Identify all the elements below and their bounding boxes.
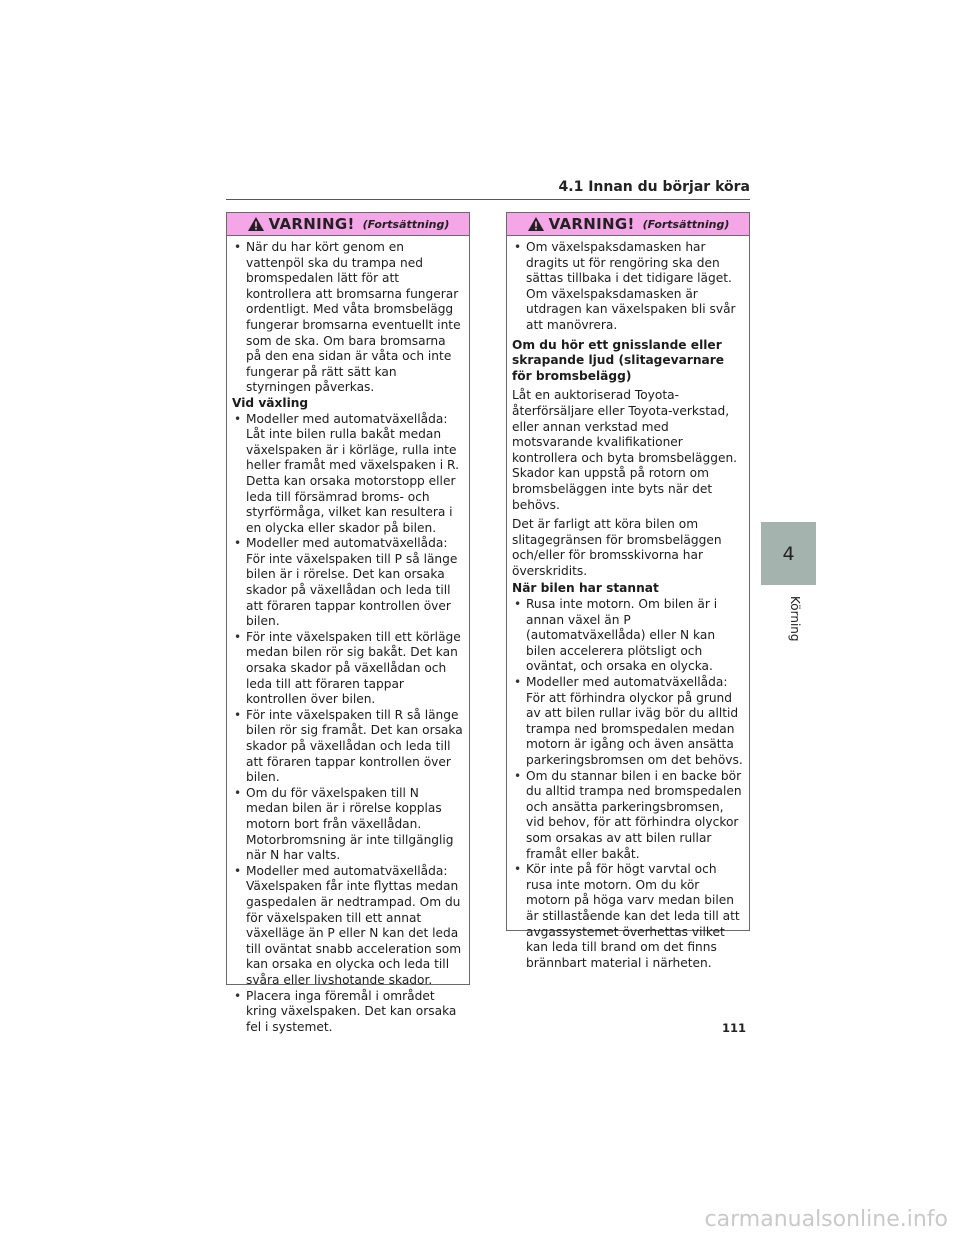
chapter-tab <box>761 522 816 585</box>
warning-triangle-icon <box>527 216 545 232</box>
paragraph: Låt en auktoriserad Toyota-återförsäljare eller Toyota-verkstad, eller annan verkstad med motsvarande kvalifikationer kontrollera och byta bromsbeläggen. Skador kan uppstå på rotorn om bromsbeläggen inte byts när det behövs. <box>512 388 738 512</box>
section-title: 4.1 Innan du börjar köra <box>558 179 750 195</box>
list-item: • Placera inga föremål i området kring växelspaken. Det kan orsaka fel i systemet. <box>232 989 463 1036</box>
list-item: • När du har kört genom en vattenpöl ska du trampa ned bromspedalen lätt för att kontrollera att bromsarna fungerar ordentligt. Med våta bromsbelägg fungerar bromsarna eventuellt inte som de ska. Om bara bromsarna på den ena sidan är våta och inte fungerar på rätt sätt kan styrningen påverkas. <box>232 240 463 396</box>
list-item: • Rusa inte motorn. Om bilen är i annan växel än P (automatväxellåda) eller N kan bilen accelerera plötsligt och oväntat, och orsaka en olycka. <box>512 597 743 675</box>
list-item: • Om växelspaksdamasken har dragits ut för rengöring ska den sättas tillbaka i det tidigare läget. Om växelspaksdamasken är utdragen kan växelspaken bli svår att manövrera. <box>512 240 743 334</box>
list-item: • Modeller med automatväxellåda: För att förhindra olyckor på grund av att bilen rullar iväg bör du alltid trampa ned bromspedalen medan motorn är igång och även ansätta parkeringsbromsen om det behövs. <box>512 675 743 769</box>
list-item: • Om du för växelspaken till N medan bilen är i rörelse kopplas motorn bort från växellådan. Motorbromsning är inte tillgänglig när N har valts. <box>232 786 463 864</box>
list-item: • Kör inte på för högt varvtal och rusa inte motorn. Om du kör motorn på höga varv medan bilen är stillastående kan det leda till att avgassystemet överhettas vilket kan leda till brand om det finns brännbart material i närheten. <box>512 862 743 971</box>
watermark: carmanualsonline.info <box>704 1207 948 1232</box>
warning-continued-label: (Fortsättning) <box>362 217 450 231</box>
subheading: När bilen har stannat <box>512 581 659 596</box>
warning-body-left <box>227 236 469 1035</box>
warning-header <box>507 213 749 236</box>
warning-label: VARNING! <box>548 215 635 233</box>
warning-box-right <box>506 212 750 970</box>
list-item: • Modeller med automatväxellåda: Låt inte bilen rulla bakåt medan växelspaken är i körläge, rulla inte heller framåt med växelspaken i R. Detta kan orsaka motorstopp eller leda till försämrad broms- och styrförmåga, vilket kan resultera i en olycka eller skador på bilen. <box>232 412 463 537</box>
chapter-number: 4 <box>782 542 795 565</box>
list-item: • Om du stannar bilen i en backe bör du alltid trampa ned bromspedalen och ansätta parkeringsbromsen, vid behov, för att förhindra olyckor som orsakas av att bilen rullar framåt eller bakåt. <box>512 769 743 863</box>
warning-box-left <box>226 212 470 1034</box>
warning-continued-label: (Fortsättning) <box>642 217 730 231</box>
warning-body-right <box>507 236 749 971</box>
list-item: • För inte växelspaken till R så länge bilen rör sig framåt. Det kan orsaka skador på växellådan och leda till att föraren tappar kontrollen över bilen. <box>232 708 463 786</box>
warning-label: VARNING! <box>268 215 355 233</box>
header-divider <box>226 199 750 200</box>
warning-triangle-icon <box>247 216 265 232</box>
subheading: Vid växling <box>232 395 309 410</box>
list-item: • Modeller med automatväxellåda: Växelspaken får inte flyttas medan gaspedalen är nedtrampad. Om du för växelspaken till ett annat växelläge än P eller N kan det leda till oväntat snabb acceleration som kan orsaka en olycka och leda till svåra eller livshotande skador. <box>232 864 463 989</box>
page-number: 111 <box>722 1021 747 1035</box>
list-item: • För inte växelspaken till ett körläge medan bilen rör sig bakåt. Det kan orsaka skador på växellådan och leda till att föraren tappar kontrollen över bilen. <box>232 630 463 708</box>
subheading: Om du hör ett gnisslande eller skrapande ljud (slitagevarnare för bromsbelägg) <box>512 337 725 383</box>
warning-header <box>227 213 469 236</box>
chapter-label: Körning <box>788 596 802 642</box>
paragraph: Det är farligt att köra bilen om slitagegränsen för bromsbeläggen och/eller för bromsskivorna har överskridits. <box>512 517 722 578</box>
list-item: • Modeller med automatväxellåda: För inte växelspaken till P så länge bilen är i rörelse. Det kan orsaka skador på växellådan och leda till att föraren tappar kontrollen över bilen. <box>232 536 463 630</box>
